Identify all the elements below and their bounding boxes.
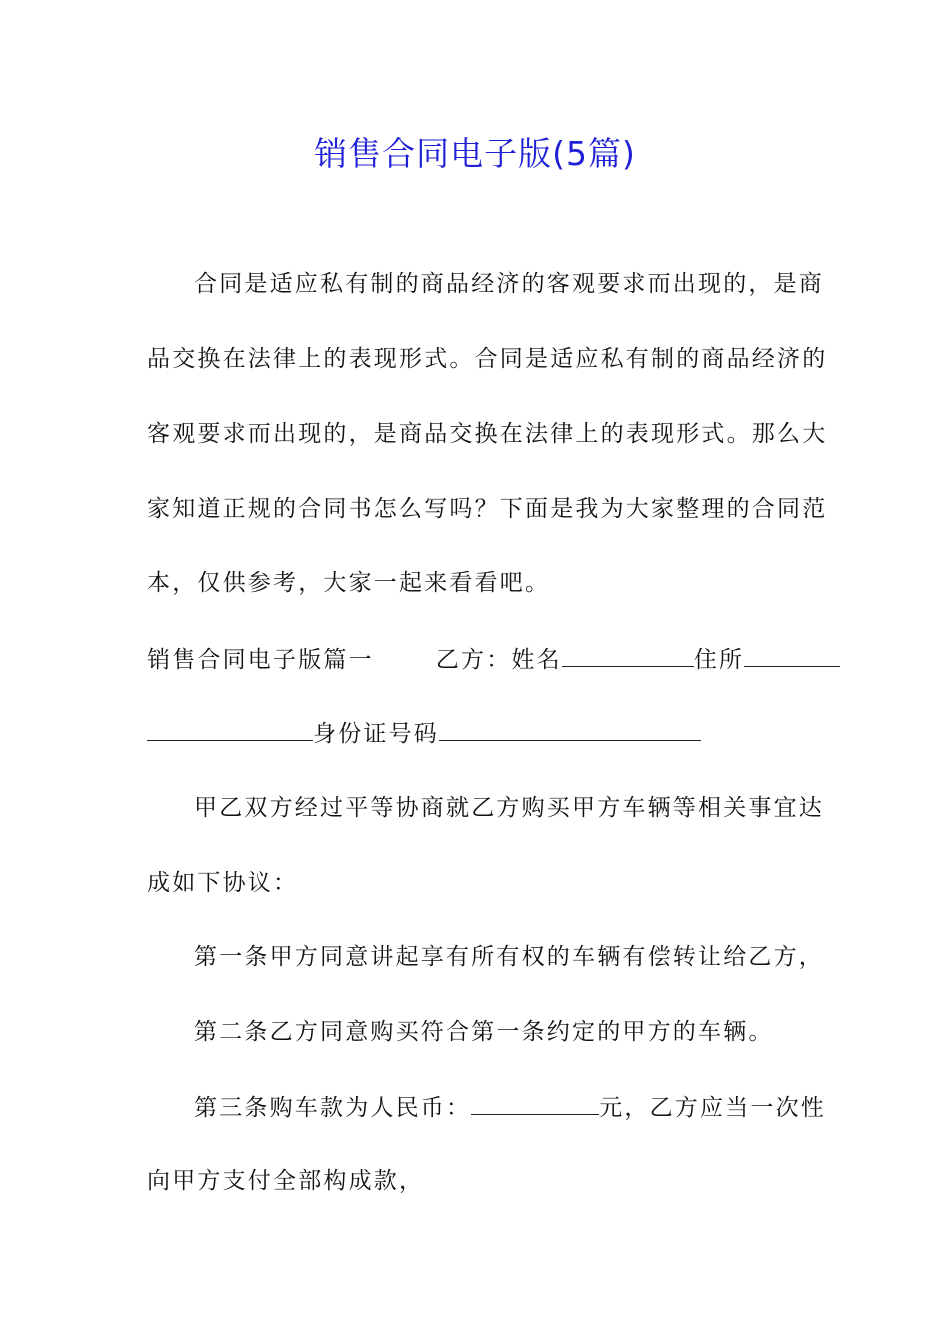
id-line [147,718,701,749]
agreement-line-1: 甲乙双方经过平等协商就乙方购买甲方车辆等相关事宜达 [194,795,824,821]
article-3-cont: 向甲方支付全部构成款， [147,1168,425,1194]
price-blank [471,1092,599,1115]
id-number-label: 身份证号码 [313,721,439,747]
intro-line-2: 品交换在法律上的表现形式。合同是适应私有制的商品经济的 [147,346,828,372]
address-blank [744,644,840,667]
article-1: 第一条甲方同意讲起享有所有权的车辆有偿转让给乙方， [194,944,824,970]
party-b-name-label: 乙方：姓名 [435,647,562,673]
article-3 [194,1092,826,1123]
intro-line-3: 客观要求而出现的，是商品交换在法律上的表现形式。那么大 [147,421,828,447]
article-3-suffix: 元，乙方应当一次性 [599,1095,827,1121]
address-label: 住所 [693,647,745,673]
intro-line-1: 合同是适应私有制的商品经济的客观要求而出现的，是商 [194,271,824,297]
article-3-prefix: 第三条购车款为人民币： [194,1095,472,1121]
id-number-blank [439,718,701,741]
intro-line-5: 本，仅供参考，大家一起来看看吧。 [147,570,551,596]
document-title: 销售合同电子版(5篇) [314,134,636,173]
party-line [147,644,840,675]
address-blank-cont [147,718,313,741]
name-blank [562,644,694,667]
agreement-line-2: 成如下协议： [147,870,299,896]
intro-line-4: 家知道正规的合同书怎么写吗？下面是我为大家整理的合同范 [147,496,828,522]
section-heading: 销售合同电子版篇一 [147,647,374,673]
article-2: 第二条乙方同意购买符合第一条约定的甲方的车辆。 [194,1019,774,1045]
